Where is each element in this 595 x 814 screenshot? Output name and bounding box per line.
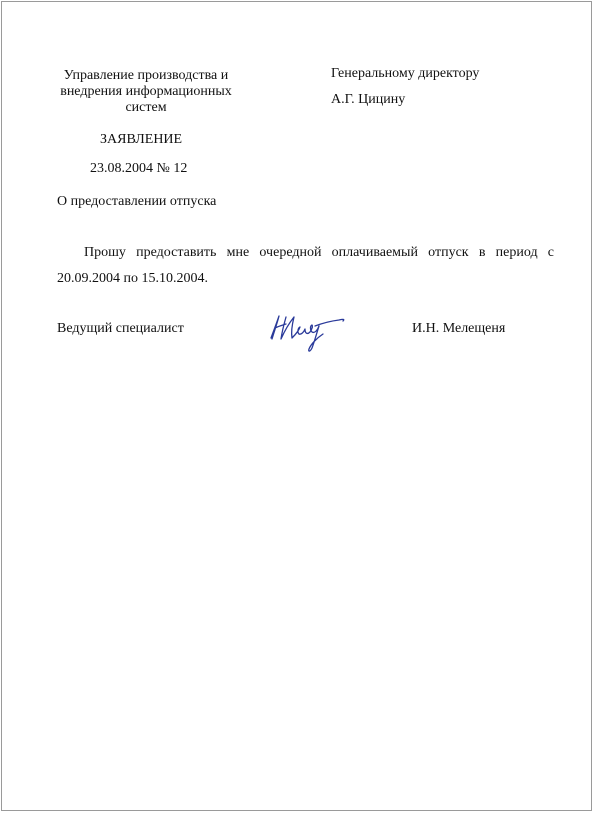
addressee-title: Генеральному директору <box>331 66 480 81</box>
signer-position: Ведущий специалист <box>57 321 184 336</box>
document-body: Прошу предоставить мне очередной оплачиваемый отпуск в период с 20.09.2004 по 15.10.2004. <box>57 245 554 286</box>
document-page <box>1 1 592 811</box>
department-name: Управление производства и внедрения информационных систем <box>60 68 232 115</box>
addressee-name: А.Г. Цицину <box>331 92 406 107</box>
document-subject: О предоставлении отпуска <box>57 194 217 209</box>
signer-name: И.Н. Мелещеня <box>412 321 506 336</box>
document-date-number: 23.08.2004 № 12 <box>90 161 188 176</box>
addressee-block <box>331 66 479 118</box>
handwritten-signature <box>265 308 349 354</box>
document-title: ЗАЯВЛЕНИЕ <box>100 132 183 147</box>
